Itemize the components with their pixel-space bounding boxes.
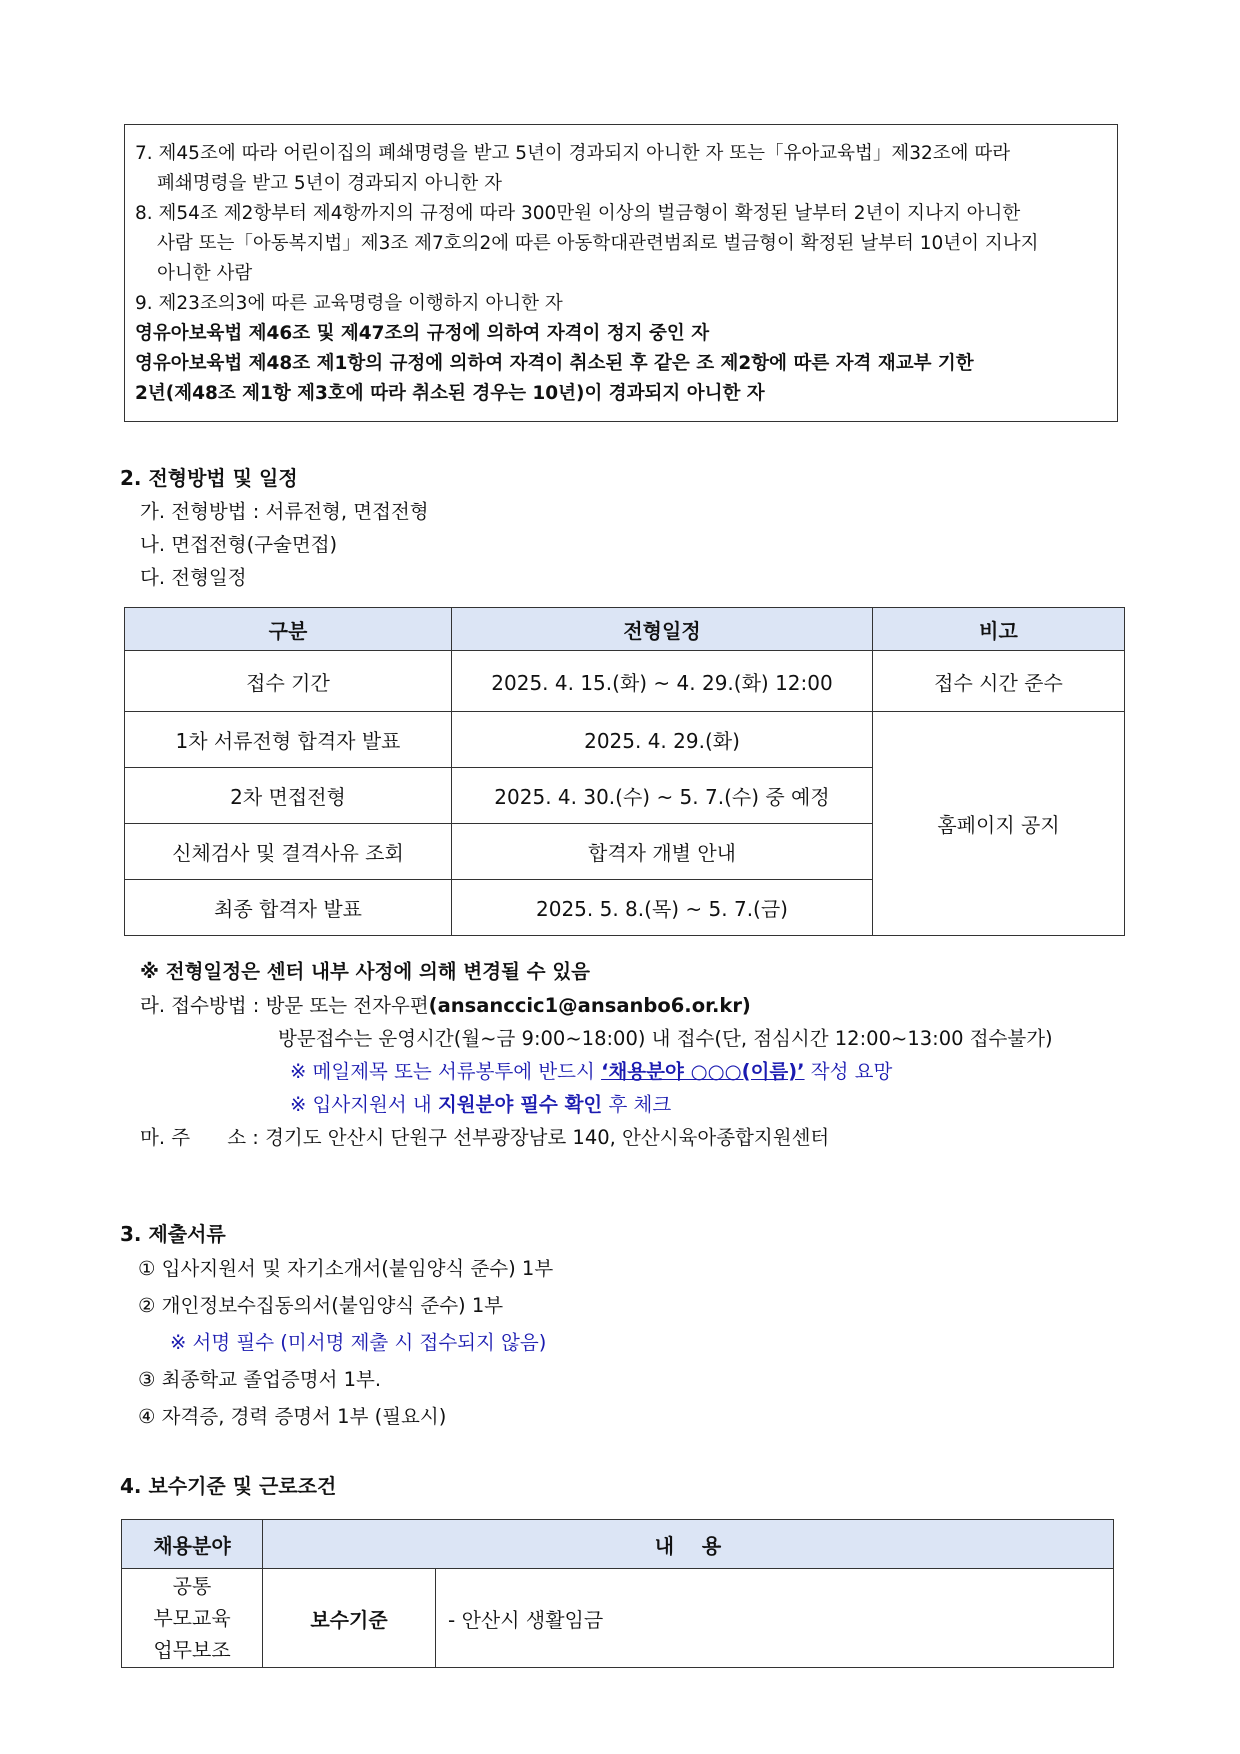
category-line: 부모교육 [153, 1606, 231, 1630]
box-bold-line-2: 영유아보육법 제48조 제1항의 규정에 의하여 자격이 취소된 후 같은 조 제2항에 따른 자격 재교부 기한 [135, 353, 974, 374]
schedule-cell: 2차 면접전형 [125, 768, 452, 824]
pay-header-row [122, 1520, 1114, 1569]
schedule-cell: 합격자 개별 안내 [452, 824, 873, 880]
item-ra-text: 방문 또는 전자우편 [265, 994, 429, 1017]
mail-subject-note [290, 1056, 892, 1084]
table-row [122, 1569, 1114, 1668]
pay-standard-value: - 안산시 생활임금 [436, 1569, 1114, 1668]
schedule-header-category: 구분 [125, 608, 452, 651]
schedule-header-row [125, 608, 1125, 651]
schedule-cell: 2025. 5. 8.(목) ~ 5. 7.(금) [452, 880, 873, 936]
check-note-pre: ※ 입사지원서 내 [290, 1093, 438, 1116]
mail-note-pre: ※ 메일제목 또는 서류봉투에 반드시 [290, 1060, 602, 1083]
schedule-cell: 2025. 4. 15.(화) ~ 4. 29.(화) 12:00 [452, 651, 873, 712]
box-line-7-cont: 폐쇄명령을 받고 5년이 경과되지 아니한 자 [157, 173, 502, 194]
check-note-post: 후 체크 [602, 1093, 672, 1116]
table-row [125, 651, 1125, 712]
schedule-table [124, 607, 1125, 936]
pay-header-content: 내 용 [263, 1520, 1114, 1569]
email-address: (ansanccic1@ansanbo6.or.kr) [428, 994, 751, 1017]
schedule-change-note: ※ 전형일정은 센터 내부 사정에 의해 변경될 수 있음 [140, 960, 591, 983]
schedule-cell: 최종 합격자 발표 [125, 880, 452, 936]
check-note-bold: 지원분야 필수 확인 [437, 1093, 603, 1116]
schedule-cell: 1차 서류전형 합격자 발표 [125, 712, 452, 768]
box-bold-line-3: 2년(제48조 제1항 제3호에 따라 취소된 경우는 10년)이 경과되지 아니한 자 [135, 383, 765, 404]
section2-item-na: 나. 면접전형(구술면접) [140, 533, 338, 556]
schedule-cell: 2025. 4. 29.(화) [452, 712, 873, 768]
section2-item-ga: 가. 전형방법 : 서류전형, 면접전형 [140, 500, 429, 523]
visit-reception-line: 방문접수는 운영시간(월~금 9:00~18:00) 내 접수(단, 점심시간 12:00~13:00 접수불가) [278, 1027, 1053, 1050]
item-ra-label: 라. 접수방법 : [140, 994, 266, 1017]
section2-item-ra [140, 990, 751, 1018]
category-line: 업무보조 [153, 1638, 231, 1662]
section2-title: 2. 전형방법 및 일정 [120, 466, 298, 490]
pay-standard-label: 보수기준 [263, 1569, 436, 1668]
signature-note: ※ 서명 필수 (미서명 제출 시 접수되지 않음) [170, 1331, 547, 1354]
document-item-1: ① 입사지원서 및 자기소개서(붙임양식 준수) 1부 [138, 1257, 554, 1280]
section2-item-ma: 마. 주 소 : 경기도 안산시 단원구 선부광장남로 140, 안산시육아종합지원센터 [140, 1126, 830, 1149]
box-line-8: 8. 제54조 제2항부터 제4항까지의 규정에 따라 300만원 이상의 벌금형이 확정된 날부터 2년이 지나지 아니한 [135, 203, 1021, 224]
pay-header-category: 채용분야 [122, 1520, 263, 1569]
disqualification-box [124, 124, 1118, 422]
pay-category-cell [122, 1569, 263, 1668]
document-item-2: ② 개인정보수집동의서(붙임양식 준수) 1부 [138, 1294, 504, 1317]
schedule-cell: 접수 시간 준수 [873, 651, 1125, 712]
schedule-header-date: 전형일정 [452, 608, 873, 651]
section4-title: 4. 보수기준 및 근로조건 [120, 1474, 337, 1498]
schedule-header-note: 비고 [873, 608, 1125, 651]
check-field-note [290, 1089, 671, 1117]
mail-note-post: 작성 요망 [804, 1060, 893, 1083]
section2-item-da: 다. 전형일정 [140, 566, 247, 589]
schedule-cell: 2025. 4. 30.(수) ~ 5. 7.(수) 중 예정 [452, 768, 873, 824]
section3-title: 3. 제출서류 [120, 1222, 226, 1246]
mail-note-bold: ‘채용분야 ○○○(이름)’ [601, 1060, 805, 1083]
document-item-3: ③ 최종학교 졸업증명서 1부. [138, 1368, 382, 1391]
category-line: 공통 [172, 1574, 212, 1598]
box-line-9: 9. 제23조의3에 따른 교육명령을 이행하지 아니한 자 [135, 293, 563, 314]
schedule-cell: 접수 기간 [125, 651, 452, 712]
box-line-8-cont2: 아니한 사람 [157, 263, 253, 284]
schedule-cell-merged-note: 홈페이지 공지 [873, 712, 1125, 936]
pay-table [121, 1519, 1114, 1668]
document-item-4: ④ 자격증, 경력 증명서 1부 (필요시) [138, 1405, 447, 1428]
box-line-7: 7. 제45조에 따라 어린이집의 폐쇄명령을 받고 5년이 경과되지 아니한 자 또는「유아교육법」제32조에 따라 [135, 143, 1011, 164]
box-bold-line-1: 영유아보육법 제46조 및 제47조의 규정에 의하여 자격이 정지 중인 자 [135, 323, 710, 344]
table-row [125, 712, 1125, 768]
box-line-8-cont: 사람 또는「아동복지법」제3조 제7호의2에 따른 아동학대관련범죄로 벌금형이 확정된 날부터 10년이 지나지 [157, 233, 1039, 254]
schedule-cell: 신체검사 및 결격사유 조회 [125, 824, 452, 880]
